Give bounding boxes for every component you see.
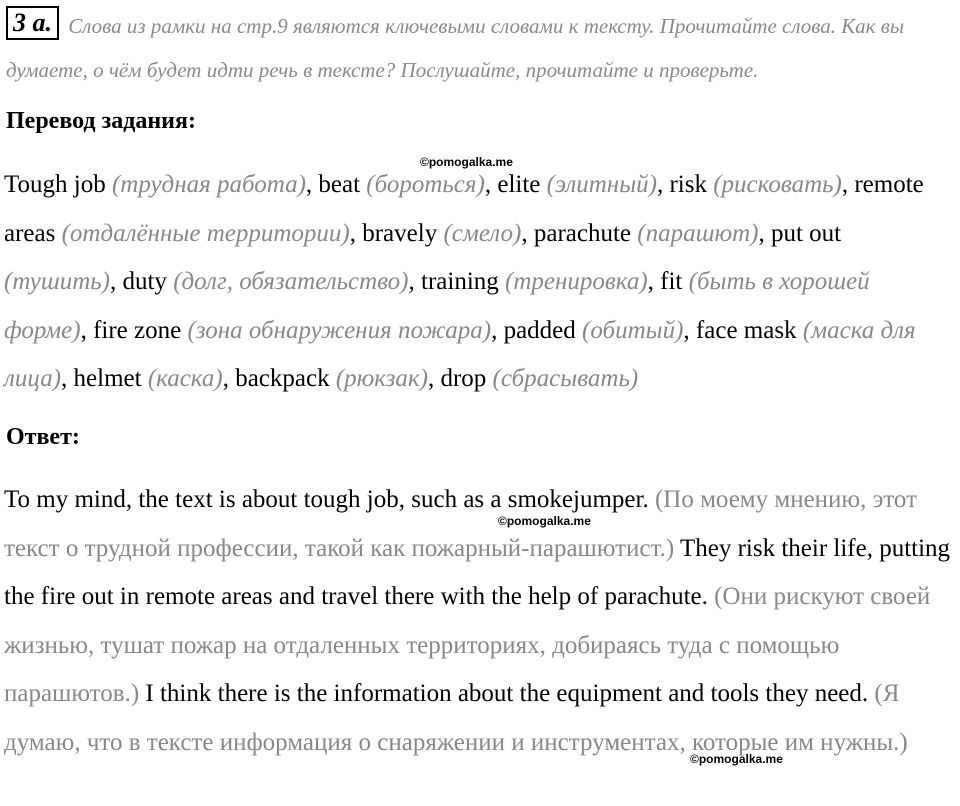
vocab-term: drop xyxy=(440,365,487,392)
task-instruction xyxy=(6,4,954,92)
vocab-translation: (тренировка) xyxy=(505,268,648,295)
vocab-translation: (быть в хорошей форме) xyxy=(4,268,870,344)
answer-sentence: I think there is the information about the equipment and tools they need. xyxy=(145,680,869,707)
vocab-translation: (бороться) xyxy=(366,171,485,198)
vocab-translation: (парашют) xyxy=(637,219,759,247)
vocab-translation: (сбрасывать) xyxy=(492,365,639,392)
vocab-translation: (трудная работа) xyxy=(111,171,306,198)
vocab-translation: (обитый) xyxy=(582,316,684,344)
vocab-translation: (отдалённые территории) xyxy=(61,219,350,247)
vocab-term: risk xyxy=(669,171,707,198)
vocab-term: remote areas xyxy=(4,171,924,247)
task-number: 3 a. xyxy=(6,6,59,40)
vocab-translation: (элитный) xyxy=(546,171,657,198)
vocab-translation: (тушить) xyxy=(4,268,110,295)
vocab-term: face mask xyxy=(695,316,797,344)
answer-translation: (Они рискуют своей жизнью, тушат пожар на отдаленных территориях, добираясь туда с помощью парашютов.) xyxy=(4,583,931,707)
vocab-translation: (каска) xyxy=(147,365,223,392)
vocab-translation: (зона обнаружения пожара) xyxy=(187,316,492,344)
vocab-term: Tough job xyxy=(4,171,106,198)
watermark: ©pomogalka.me xyxy=(420,155,513,169)
watermark: ©pomogalka.me xyxy=(690,752,783,766)
watermark: ©pomogalka.me xyxy=(498,514,591,528)
vocab-translation: (маска для лица) xyxy=(4,316,916,392)
answer-sentence: To my mind, the text is about tough job, such as a smokejumper. xyxy=(4,486,649,513)
answer-text xyxy=(4,476,956,767)
vocabulary-list: Tough job (трудная работа), beat (бороться), elite (элитный), risk (рисковать), remote areas (отдалённые территории), bravely (смело), parachute (парашют), put out (тушить), duty (долг, обязательство), training (тренировка), fit (быть в хорошей форме), fire zone (зона обнаружения пожара), padded (обитый), face mask (маска для лица), helmet (каска), backpack (рюкзак), drop (сбрасывать) xyxy=(4,171,924,392)
vocab-term: helmet xyxy=(73,365,142,392)
answer-sentence: They risk their life, putting the fire out in remote areas and travel there with the help of parachute. xyxy=(4,534,951,610)
vocab-term: duty xyxy=(122,268,167,295)
vocab-translation: (рюкзак) xyxy=(335,365,428,392)
vocab-term: elite xyxy=(497,171,541,198)
vocab-term: backpack xyxy=(235,365,330,392)
vocab-term: beat xyxy=(318,171,361,198)
vocab-term: put out xyxy=(770,219,842,247)
vocab-term: parachute xyxy=(533,219,631,247)
vocab-term: fit xyxy=(660,268,683,295)
translation-heading: Перевод задания: xyxy=(6,108,196,134)
vocab-term: training xyxy=(421,268,499,295)
vocab-term: fire zone xyxy=(93,316,182,344)
vocab-term: padded xyxy=(503,316,576,344)
vocab-term: bravely xyxy=(362,219,438,247)
vocab-translation: (долг, обязательство) xyxy=(173,268,409,295)
vocab-translation: (рисковать) xyxy=(713,171,842,198)
answer-translation: (По моему мнению, этот текст о трудной профессии, такой как пожарный-парашютист.) xyxy=(4,486,918,562)
vocab-translation: (смело) xyxy=(443,219,522,247)
answer-translation: (Я думаю, что в тексте информация о снаряжении и инструментах, которые им нужны.) xyxy=(4,680,908,756)
task-text: Слова из рамки на стр.9 являются ключевыми словами к тексту. Прочитайте слова. Как вы думаете, о чём будет идти речь в тексте? Послушайте, прочитайте и проверьте. xyxy=(6,14,905,82)
answer-heading: Ответ: xyxy=(6,424,80,450)
